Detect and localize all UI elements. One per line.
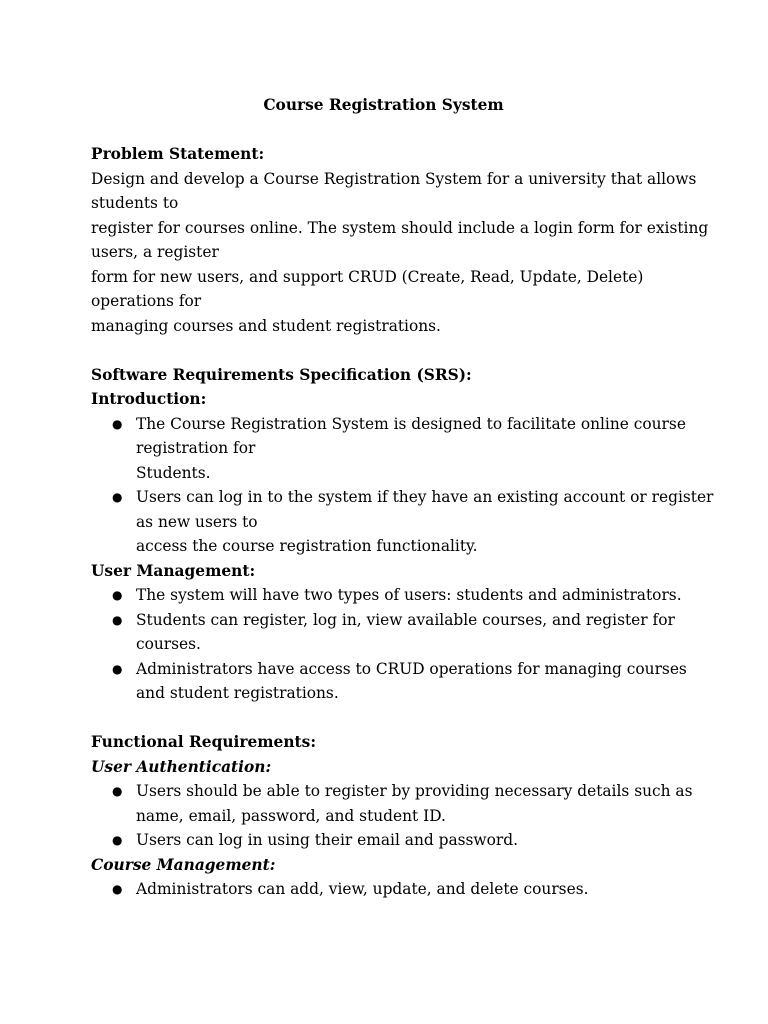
page-title: Course Registration System [263,96,504,114]
introduction-list [91,412,714,559]
list-item [91,412,691,486]
bullet-icon: ● [112,784,123,798]
list-item-line: Administrators can add, view, update, and delete courses. [136,880,589,898]
list-item [91,485,714,559]
text-line: managing courses and student registrations. [91,316,441,335]
problem-statement-heading: Problem Statement: [91,145,265,163]
list-item [91,779,691,828]
list-item [91,828,691,853]
list-item-line: The system will have two types of users: students and administrators. [136,586,682,604]
list-item-line: access the course registration functionality. [136,537,478,555]
srs-heading: Software Requirements Specification (SRS): [91,365,472,384]
list-item-line: Users can log in to the system if they have an existing account or register [136,488,714,506]
text-line: register for courses online. The system should include a login form for existing [91,218,709,237]
user-management-list [91,583,691,706]
list-item-line: registration for [136,439,256,457]
course-management-subheading: Course Management: [91,855,276,874]
document-body [91,93,714,902]
list-item [91,583,691,608]
list-item-line: Administrators have access to CRUD operations for managing courses [136,659,687,678]
bullet-icon: ● [112,588,123,602]
list-item-line: Students can register, log in, view available courses, and register for [136,610,675,629]
functional-requirements-heading: Functional Requirements: [91,733,316,751]
bullet-icon: ● [112,833,123,847]
list-item-line: Users should be able to register by providing necessary details such as [136,782,693,800]
bullet-icon: ● [112,612,123,627]
text-line: operations for [91,292,202,310]
user-authentication-subheading: User Authentication: [91,757,272,776]
problem-statement-text [91,167,709,339]
bullet-icon: ● [112,661,123,676]
text-line: Design and develop a Course Registration System for a university that allows [91,169,697,188]
text-line: form for new users, and support CRUD (Create, Read, Update, Delete) [91,267,644,286]
introduction-heading: Introduction: [91,390,207,408]
course-management-list [91,877,691,902]
list-item [91,877,691,902]
list-item-line: Students. [136,463,211,482]
list-item-line: name, email, password, and student ID. [136,806,446,825]
text-line: students to [91,194,179,212]
list-item-line: and student registrations. [136,684,339,702]
bullet-icon: ● [112,490,123,504]
list-item-line: Users can log in using their email and password. [136,831,518,849]
user-authentication-list [91,779,691,853]
bullet-icon: ● [112,882,123,896]
list-item-line: courses. [136,635,201,653]
list-item-line: as new users to [136,512,258,531]
list-item-line: The Course Registration System is designed to facilitate online course [136,414,686,433]
user-management-heading: User Management: [91,561,256,580]
bullet-icon: ● [112,416,123,431]
list-item [91,608,691,657]
text-line: users, a register [91,243,219,261]
list-item [91,657,691,706]
